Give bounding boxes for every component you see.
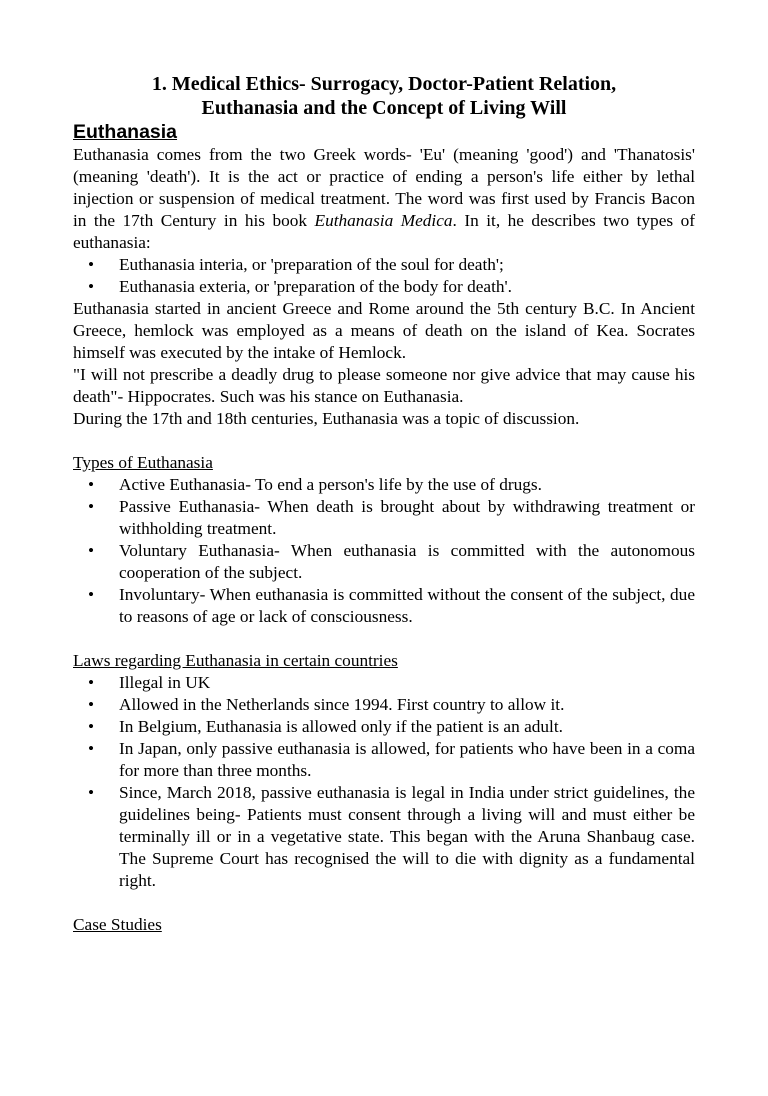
section-heading-euthanasia: Euthanasia (73, 121, 178, 143)
intro-text: Euthanasia comes from the two Greek words- 'Eu' (meaning 'good') and 'Thanatosis' (meaning 'death'). It is the act or practice of ending a person's life either by lethal injection or suspension of medical treatment. The word was first used by Francis Bacon in the 17th Century in his book (73, 145, 695, 230)
bullet: • (88, 673, 95, 692)
list-item: • Voluntary Euthanasia- When euthanasia is committed with the autonomous cooperation of the subject. (88, 541, 695, 582)
list-item: • Active Euthanasia- To end a person's life by the use of drugs. (88, 475, 542, 494)
list-item: • Euthanasia exteria, or 'preparation of the body for death'. (88, 277, 512, 296)
types-heading: Types of Euthanasia (73, 453, 213, 472)
list-item: • Passive Euthanasia- When death is brought about by withdrawing treatment or withholding treatment. (88, 497, 695, 538)
spacer (73, 430, 695, 452)
bullet: • (88, 695, 95, 714)
bullet: • (88, 255, 95, 274)
spacer (73, 892, 695, 914)
types-list (73, 474, 695, 628)
history-paragraph: Euthanasia started in ancient Greece and Rome around the 5th century B.C. In Ancient Greece, hemlock was employed as a means of death on the island of Kea. Socrates himself was executed by the intake of Hemlock. (73, 299, 695, 362)
bullet: • (88, 717, 95, 736)
list-item: • Allowed in the Netherlands since 1994. First country to allow it. (88, 695, 565, 714)
spacer (73, 628, 695, 650)
bullet: • (88, 739, 95, 758)
laws-list (73, 672, 695, 892)
list-item: • In Japan, only passive euthanasia is allowed, for patients who have been in a coma for more than three months. (88, 739, 695, 780)
list-item: • Illegal in UK (88, 673, 211, 692)
bullet: • (88, 497, 95, 516)
bullet: • (88, 277, 95, 296)
intro-paragraph (73, 144, 695, 254)
case-studies-heading: Case Studies (73, 915, 162, 934)
laws-heading: Laws regarding Euthanasia in certain countries (73, 651, 398, 670)
intro-tail: . In it, he describes two types of euthanasia: (73, 211, 695, 252)
bullet: • (88, 585, 95, 604)
bullet: • (88, 783, 95, 802)
document-title (73, 72, 695, 120)
title-line-2: Euthanasia and the Concept of Living Will (201, 97, 567, 119)
bullet: • (88, 475, 95, 494)
title-line-1: 1. Medical Ethics- Surrogacy, Doctor-Patient Relation, (151, 73, 617, 95)
list-item: • In Belgium, Euthanasia is allowed only if the patient is an adult. (88, 717, 563, 736)
book-title: Euthanasia Medica (314, 211, 453, 230)
bacon-types-list (73, 254, 695, 298)
discussion-paragraph: During the 17th and 18th centuries, Euthanasia was a topic of discussion. (73, 409, 580, 428)
quote-paragraph: "I will not prescribe a deadly drug to please someone nor give advice that may cause his death"- Hippocrates. Such was his stance on Euthanasia. (73, 365, 695, 406)
list-item: • Euthanasia interia, or 'preparation of the soul for death'; (88, 255, 504, 274)
list-item: • Involuntary- When euthanasia is committed without the consent of the subject, due to reasons of age or lack of consciousness. (88, 585, 695, 626)
list-item: • Since, March 2018, passive euthanasia is legal in India under strict guidelines, the guidelines being- Patients must consent through a living will and must either be terminally ill or in a vegetative state. This began with the Aruna Shanbaug case. The Supreme Court has recognised the will to die with dignity as a fundamental right. (88, 783, 695, 890)
bullet: • (88, 541, 95, 560)
document-page (0, 72, 768, 1096)
